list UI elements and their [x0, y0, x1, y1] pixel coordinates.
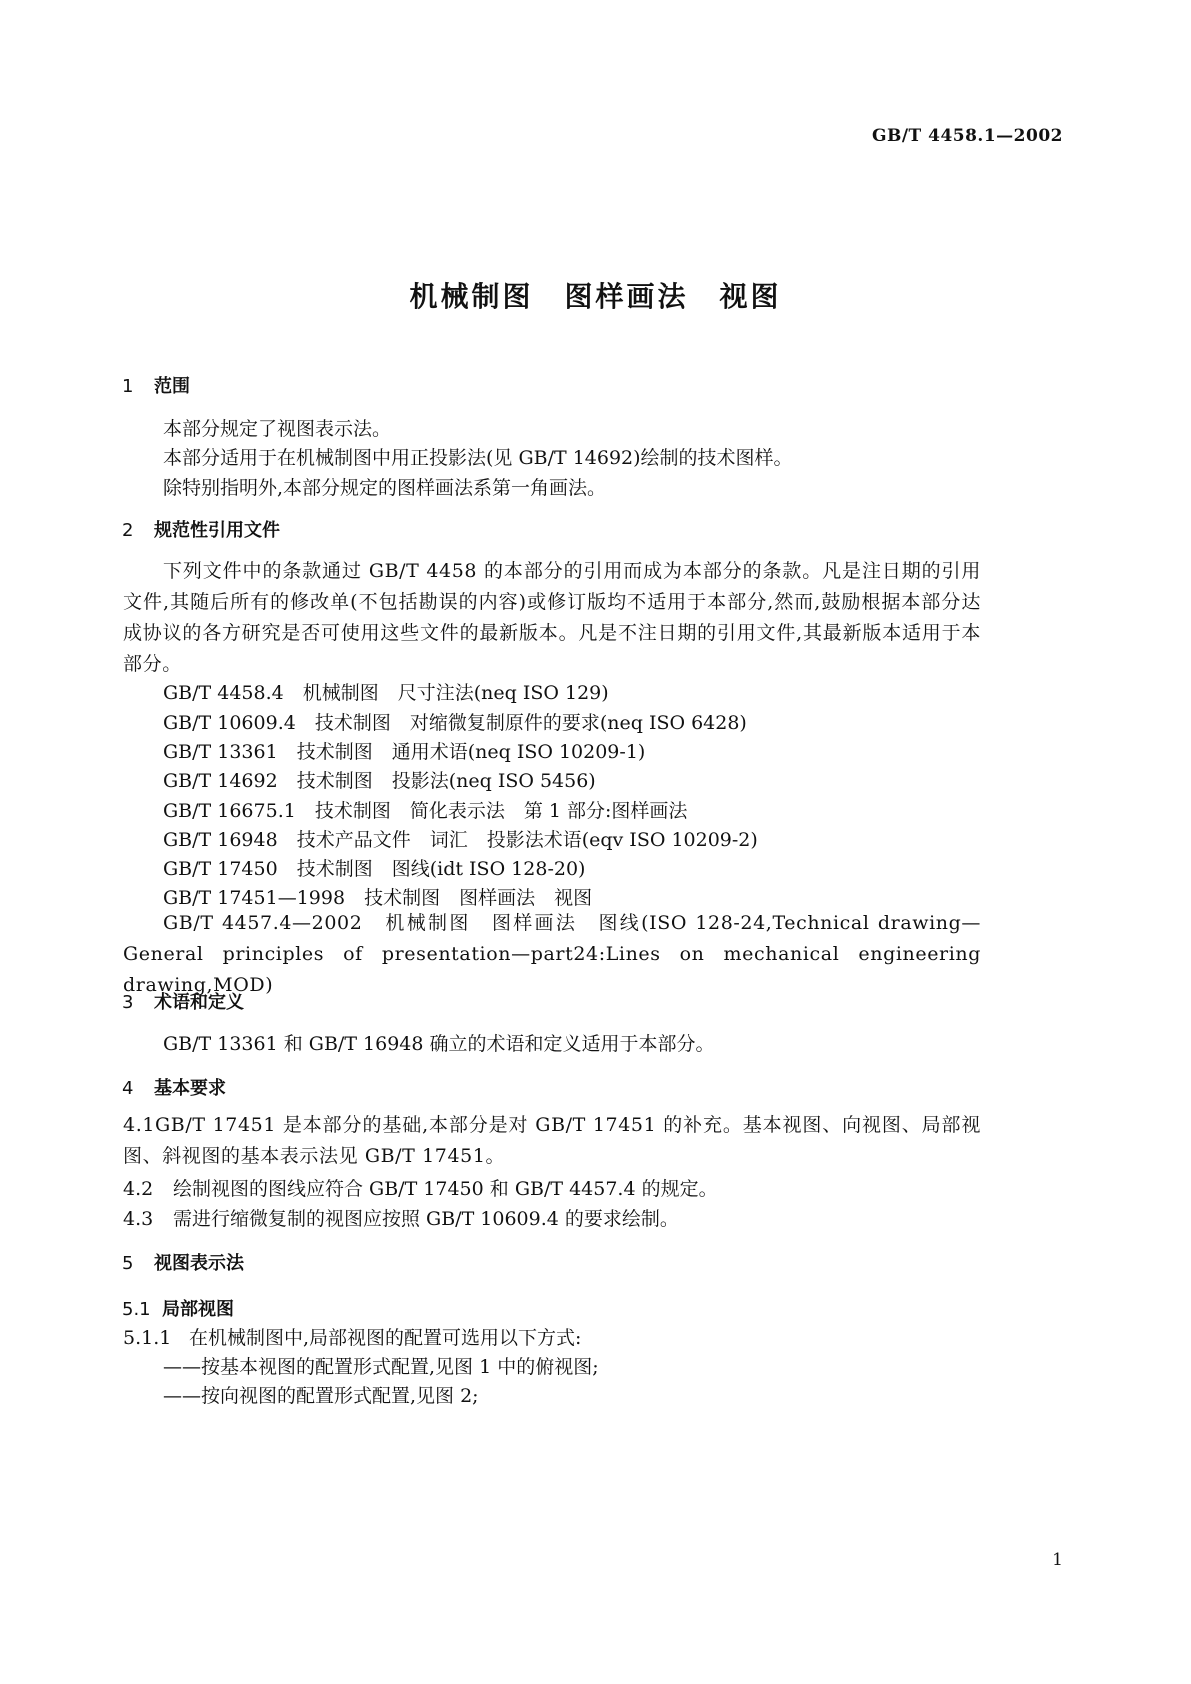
paragraph: 本部分规定了视图表示法。 [163, 418, 392, 440]
section-number: 1 [122, 376, 134, 397]
reference-title: 技术制图 简化表示法 第 1 部分:图样画法 [314, 800, 688, 822]
section-5-heading [122, 1249, 244, 1275]
paragraph: 本部分适用于在机械制图中用正投影法(见 GB/T 14692)绘制的技术图样。 [163, 447, 793, 469]
clause-number: 4.2 [123, 1178, 154, 1200]
reference-item [163, 766, 596, 793]
reference-code: GB/T 16675.1 [163, 800, 296, 822]
clause-5-1-1 [123, 1323, 581, 1350]
section-2-heading [122, 516, 280, 542]
clause-number: 4.3 [123, 1208, 154, 1230]
reference-title: 技术制图 投影法(neq ISO 5456) [296, 770, 596, 792]
subsection-title: 局部视图 [162, 1299, 234, 1320]
section-title: 基本要求 [154, 1078, 226, 1099]
clause-4-3 [123, 1204, 679, 1231]
section-number: 5 [122, 1253, 134, 1274]
reference-title: 技术制图 对缩微复制原件的要求(neq ISO 6428) [314, 712, 747, 734]
reference-item [163, 883, 592, 910]
clause-text: GB/T 17451 是本部分的基础,本部分是对 GB/T 17451 的补充。基本视图、向视图、局部视图、斜视图的基本表示法见 GB/T 17451。 [123, 1114, 981, 1167]
reference-item [163, 737, 645, 764]
clause-number: 4.1 [123, 1114, 156, 1136]
section-title: 规范性引用文件 [154, 520, 280, 541]
reference-item [163, 796, 687, 823]
reference-code: GB/T 4458.4 [163, 682, 284, 704]
section-4-heading [122, 1074, 226, 1100]
reference-title: 机械制图 尺寸注法(neq ISO 129) [302, 682, 609, 704]
clause-4-2 [123, 1174, 718, 1201]
section-1-heading [122, 372, 190, 398]
paragraph: 除特别指明外,本部分规定的图样画法系第一角画法。 [163, 477, 607, 499]
section-number: 2 [122, 520, 134, 541]
clause-text: 需进行缩微复制的视图应按照 GB/T 10609.4 的要求绘制。 [173, 1208, 679, 1230]
reference-item [163, 708, 747, 735]
list-item: ——按基本视图的配置形式配置,见图 1 中的俯视图; [163, 1356, 599, 1378]
clause-text: 在机械制图中,局部视图的配置可选用以下方式: [189, 1327, 582, 1349]
reference-item-long: GB/T 4457.4—2002 机械制图 图样画法 图线(ISO 128-24,Technical drawing—General principles of presentation—part24:Lines on mechanical engineering drawing,MOD) [123, 912, 981, 996]
standard-code: GB/T 4458.1—2002 [871, 126, 1063, 146]
section-3-heading [122, 988, 244, 1014]
reference-code: GB/T 14692 [163, 770, 278, 792]
reference-code: GB/T 13361 [163, 741, 278, 763]
reference-title: 技术制图 图样画法 视图 [364, 887, 593, 909]
clause-4-1 [123, 1110, 981, 1172]
paragraph: GB/T 13361 和 GB/T 16948 确立的术语和定义适用于本部分。 [163, 1033, 715, 1055]
reference-code: GB/T 10609.4 [163, 712, 296, 734]
reference-title: 技术制图 图线(idt ISO 128-20) [296, 858, 586, 880]
document-title: 机械制图 图样画法 视图 [409, 280, 782, 313]
section-title: 范围 [154, 376, 190, 397]
section-number: 4 [122, 1078, 134, 1099]
section-title: 视图表示法 [154, 1253, 244, 1274]
reference-item [163, 825, 758, 852]
reference-item [163, 678, 609, 705]
reference-title: 技术制图 通用术语(neq ISO 10209-1) [296, 741, 646, 763]
subsection-number: 5.1 [122, 1299, 151, 1320]
clause-text: 绘制视图的图线应符合 GB/T 17450 和 GB/T 4457.4 的规定。 [173, 1178, 718, 1200]
intro-paragraph: 下列文件中的条款通过 GB/T 4458 的本部分的引用而成为本部分的条款。凡是注日期的引用文件,其随后所有的修改单(不包括勘误的内容)或修订版均不适用于本部分,然而,鼓励根据本部分达成协议的各方研究是否可使用这些文件的最新版本。凡是不注日期的引用文件,其最新版本适用于本部分。 [123, 560, 981, 675]
reference-title: 技术产品文件 词汇 投影法术语(eqv ISO 10209-2) [296, 829, 758, 851]
reference-code: GB/T 17451—1998 [163, 887, 346, 909]
list-item: ——按向视图的配置形式配置,见图 2; [163, 1385, 479, 1407]
clause-number: 5.1.1 [123, 1327, 172, 1349]
reference-code: GB/T 16948 [163, 829, 278, 851]
reference-item [163, 854, 585, 881]
reference-code: GB/T 17450 [163, 858, 278, 880]
subsection-5-1-heading [122, 1295, 234, 1321]
section-number: 3 [122, 992, 134, 1013]
page-number: 1 [1052, 1550, 1063, 1570]
section-title: 术语和定义 [154, 992, 244, 1013]
